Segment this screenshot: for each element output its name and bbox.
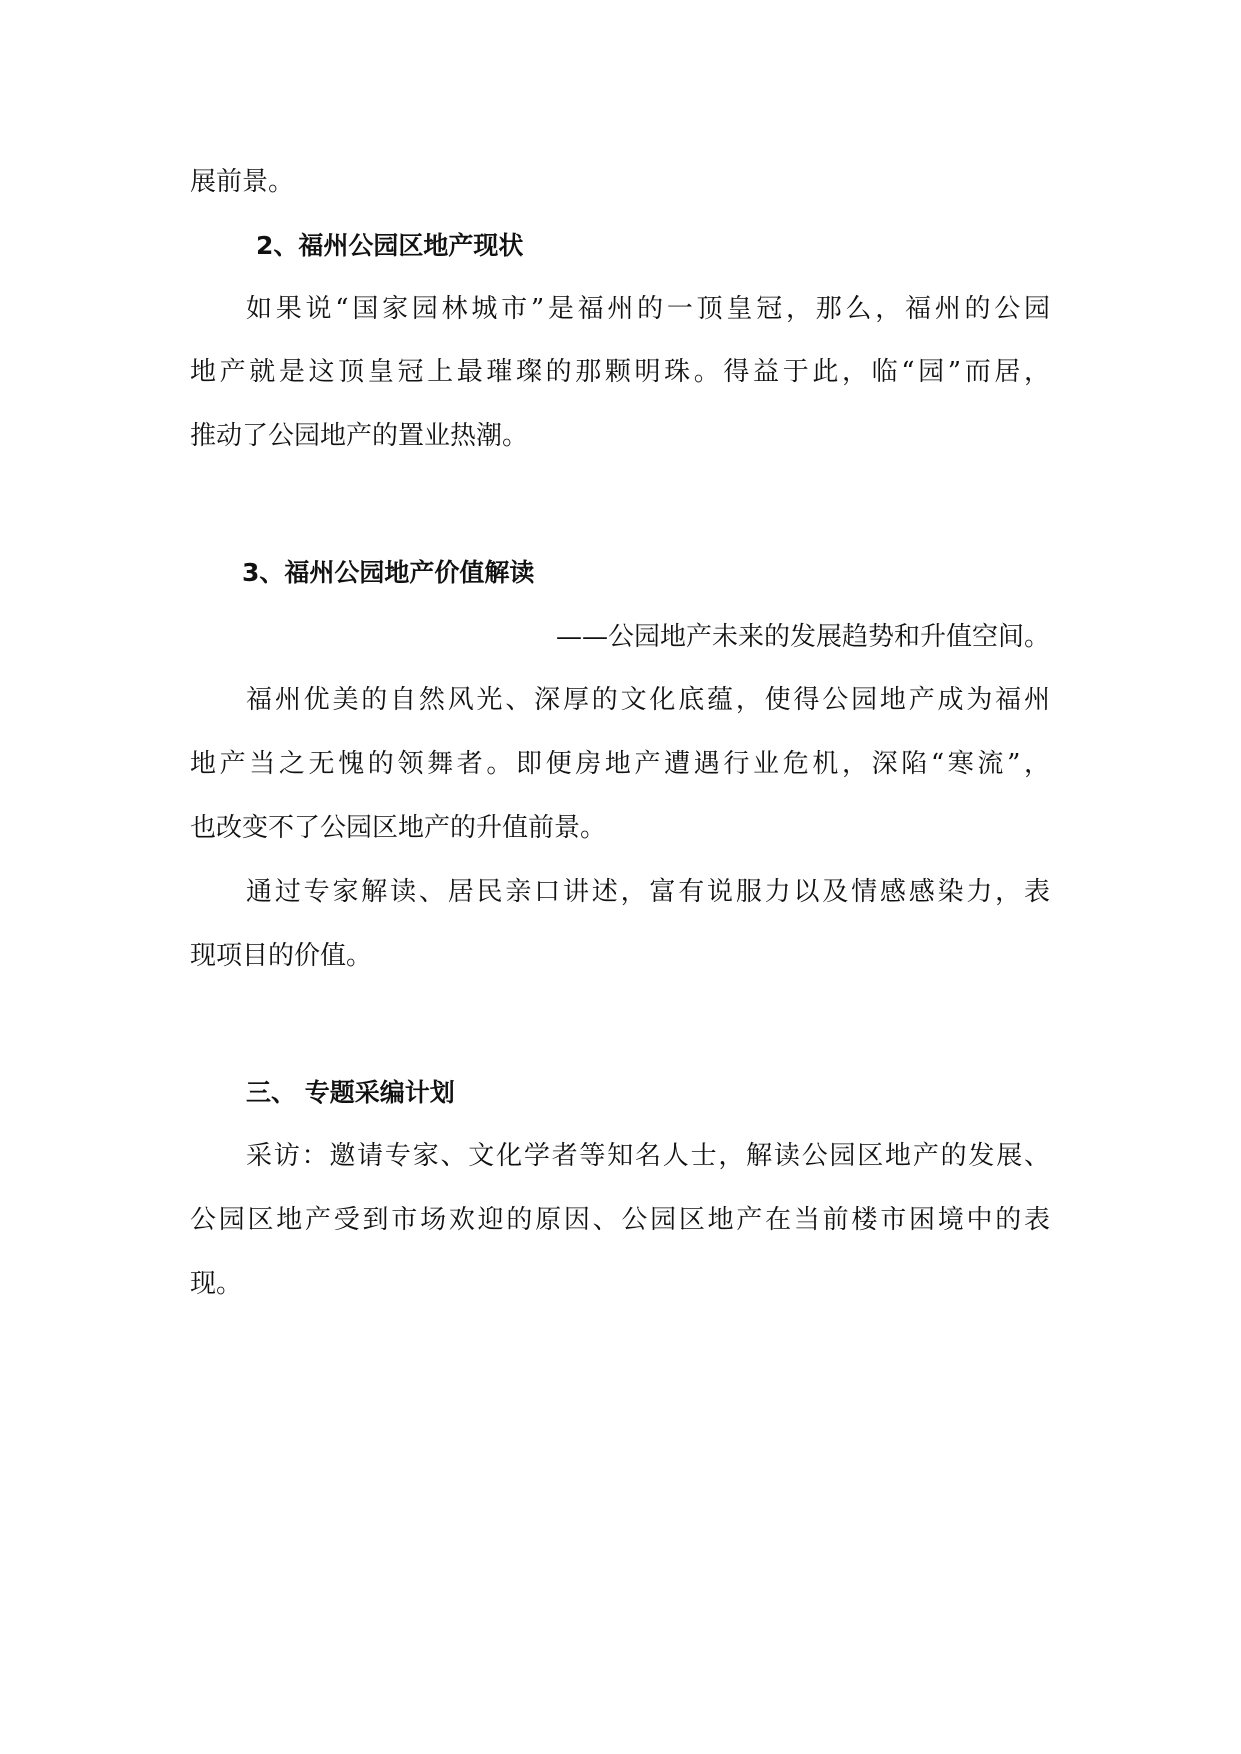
continuation-text: 展前景。	[190, 167, 295, 197]
paragraph-line: 地产就是这顶皇冠上最璀璨的那颗明珠。得益于此，临“园”而居，	[190, 357, 1050, 387]
paragraph-line: 如果说“国家园林城市”是福州的一顶皇冠，那么，福州的公园	[246, 294, 1050, 324]
section2-heading: 2、福州公园区地产现状	[256, 231, 524, 260]
paragraph-line: 公园区地产受到市场欢迎的原因、公园区地产在当前楼市困境中的表	[190, 1205, 1050, 1235]
section3-subtitle: ——公园地产未来的发展趋势和升值空间。	[555, 622, 1050, 652]
paragraph-line: 福州优美的自然风光、深厚的文化底蕴，使得公园地产成为福州	[246, 685, 1050, 715]
paragraph-line: 地产当之无愧的领舞者。即便房地产遭遇行业危机，深陷“寒流”，	[190, 749, 1050, 779]
paragraph-line: 也改变不了公园区地产的升值前景。	[190, 813, 607, 843]
paragraph-line: 推动了公园地产的置业热潮。	[190, 421, 529, 451]
paragraph-line: 采访：邀请专家、文化学者等知名人士，解读公园区地产的发展、	[246, 1141, 1050, 1171]
paragraph-line: 通过专家解读、居民亲口讲述，富有说服力以及情感感染力，表	[246, 877, 1050, 907]
paragraph-line: 现。	[190, 1269, 243, 1299]
part3-heading: 三、 专题采编计划	[246, 1078, 455, 1107]
section3-heading: 3、福州公园地产价值解读	[242, 558, 535, 587]
paragraph-line: 现项目的价值。	[190, 941, 373, 971]
